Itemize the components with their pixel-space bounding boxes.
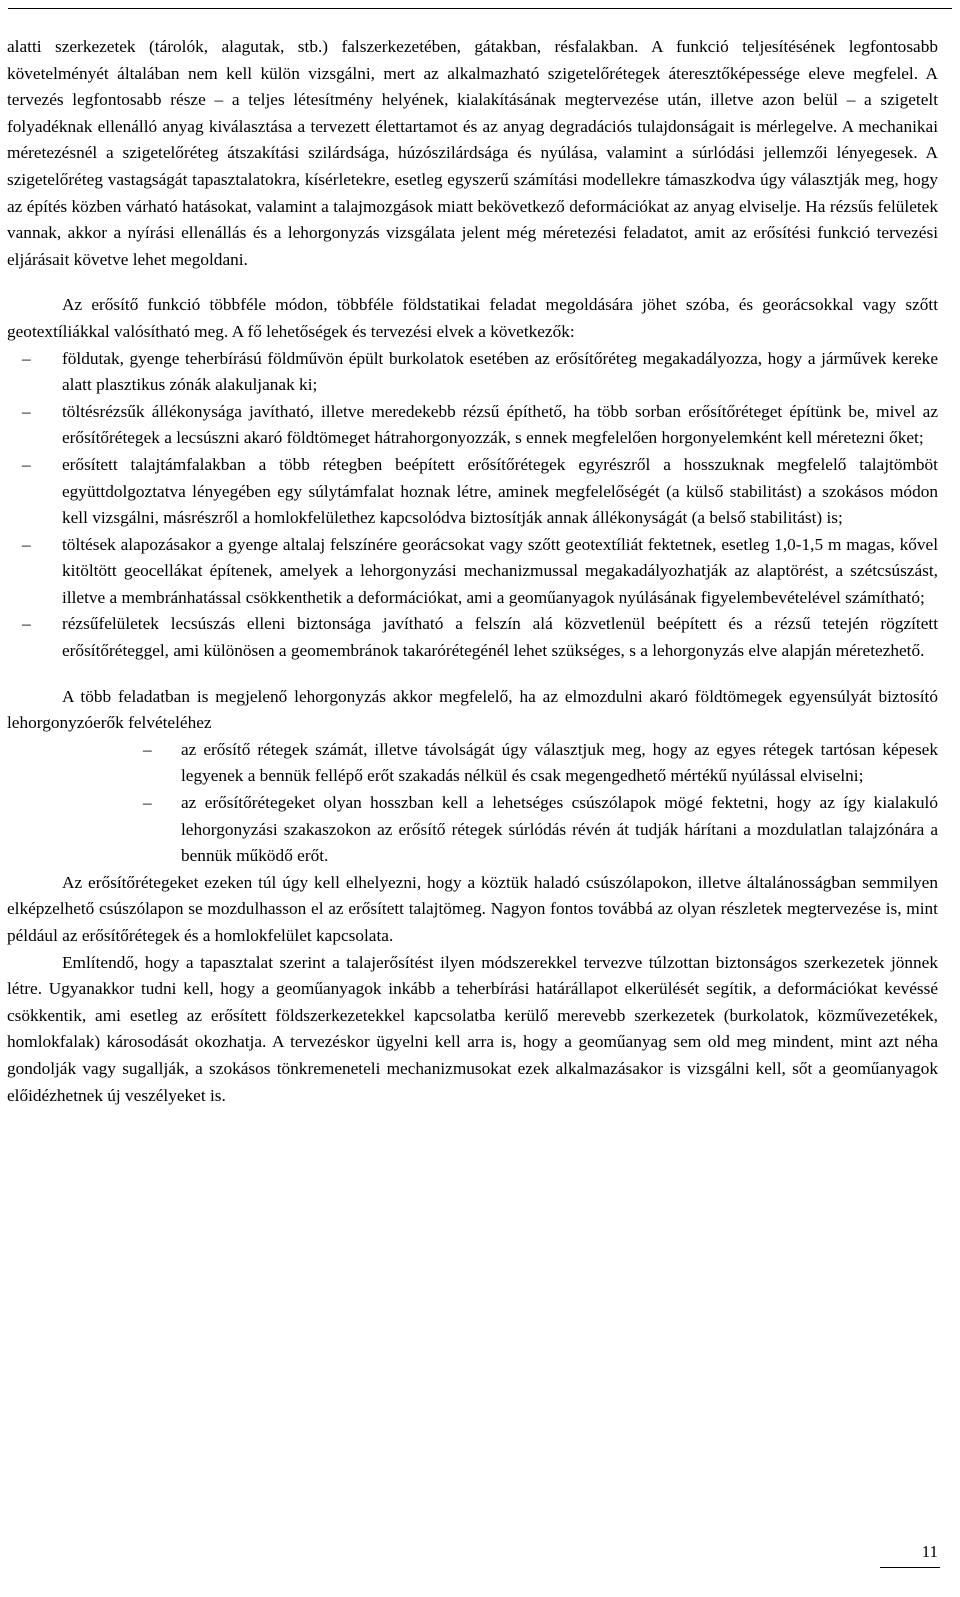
footer-rule [880, 1567, 940, 1568]
paragraph-2: Az erősítő funkció többféle módon, többféle földstatikai feladat megoldására jöhet szóba, és georácsokkal vagy szőtt geotextíliákkal valósítható meg. A fő lehetőségek és tervezési elvek a következők: [7, 295, 938, 341]
list-item: – erősített talajtámfalakban a több rétegben beépített erősítőrétegek egyrészről a hosszuknak megfelelő talajtömböt együttdolgoztatva lényegében egy súlytámfalat hoznak létre, aminek megfelelőségét (a külső stabilitást) a szokásos módon kell vizsgálni, másrészről a homlokfelülethez kapcsolódva biztosítják annak állékonyságát (a belső stabilitást) is; [62, 452, 938, 532]
list-item: – az erősítő rétegek számát, illetve távolságát úgy választjuk meg, hogy az egyes rétegek tartósan képesek legyenek a bennük fellépő erőt szakadás nélkül és csak megengedhető mértékű nyúlással elviselni; [181, 737, 938, 790]
dash-bullet-icon: – [22, 401, 31, 421]
paragraph-1: alatti szerkezetek (tárolók, alagutak, stb.) falszerkezetében, gátakban, résfalakban. A funkció teljesítésének legfontosabb követelményét általában nem kell külön vizsgálni, mert az alkalmazható szigetelőrétegek áteresztőképessége eleve megfelel. A tervezés legfontosabb része – a teljes létesítmény helyének, kialakításának megtervezése után, illetve azon belül – a szigetelt folyadéknak ellenálló anyag kiválasztása a tervezett élettartamot és az anyag degradációs tulajdonságait is mérlegelve. A mechanikai méretezésnél a szigetelőréteg átszakítási szilárdsága, húzószilárdsága és nyúlása, valamint a súrlódási jellemzői lényegesek. A szigetelőréteg vastagságát tapasztalatokra, kísérletekre, esetleg egyszerű számítási modellekre támaszkodva úgy választják meg, hogy az építés közben várható hatásokat, valamint a talajmozgások miatt bekövetkező deformációkat az anyag elviselje. Ha rézsűs felületek vannak, akkor a nyírási ellenállás és a lehorgonyzás vizsgálata jelent még méretezési feladatot, amit az erősítési funkció tervezési eljárásait követve lehet megoldani. [7, 37, 938, 269]
paragraph-5: Említendő, hogy a tapasztalat szerint a talajerősítést ilyen módszerekkel tervezve túlzottan biztonságos szerkezetek jönnek létre. Ugyanakkor tudni kell, hogy a geoműanyagok inkább a teherbírási határállapot elkerülését segítik, a deformációkat kevéssé csökkentik, ami esetleg az erősített földszerkezetekkel kapcsolatba kerülő merevebb szerkezetek (burkolatok, közművezetékek, homlokfalak) károsodását okozhatja. A tervezéskor ügyelni kell arra is, hogy a geoműanyag sem old meg mindent, mint azt néha gondolják vagy sugallják, a szokásos tönkremeneteli mechanizmusokat ezek alkalmazásakor is vizsgálni kell, sőt a geoműanyagok előidézhetnek új veszélyeket is. [7, 952, 938, 1105]
anchoring-conditions-list [7, 737, 938, 870]
document-body [7, 34, 938, 1109]
list-item: – töltésrézsűk állékonysága javítható, illetve meredekebb rézsű építhető, ha több sorban erősítőréteget építünk be, mivel az erősítőrétegek a lecsúszni akaró földtömeget hátrahorgonyozzák, s ennek megfelelően horgonyelemként kell méretezni őket; [62, 399, 938, 452]
dash-bullet-icon: – [143, 793, 152, 813]
dash-bullet-icon: – [22, 348, 31, 368]
list-item: – az erősítőrétegeket olyan hosszban kell a lehetséges csúszólapok mögé fektetni, hogy az így kialakuló lehorgonyzási szakaszokon az erősítő rétegek súrlódás révén át tudják hárítani a mozdulatlan talajzónára a bennük működő erőt. [181, 790, 938, 870]
list-item: – rézsűfelületek lecsúszás elleni biztonsága javítható a felszín alá közvetlenül beépített és a rézsű tetején rögzített erősítőréteggel, ami különösen a geomembránok takarórétegénél lehet szükséges, s a lehorgonyzás elve alapján méretezhető. [62, 611, 938, 664]
page-number: 11 [921, 1542, 938, 1561]
header-rule [8, 8, 952, 9]
dash-bullet-icon: – [22, 534, 31, 554]
dash-bullet-icon: – [143, 739, 152, 759]
dash-bullet-icon: – [22, 614, 31, 634]
reinforcement-options-list [7, 346, 938, 665]
list-item: – földutak, gyenge teherbírású földművön épült burkolatok esetében az erősítőréteg megakadályozza, hogy a járművek kereke alatt plasztikus zónák alakuljanak ki; [62, 346, 938, 399]
paragraph-3: A több feladatban is megjelenő lehorgonyzás akkor megfelelő, ha az elmozdulni akaró földtömegek egyensúlyát biztosító lehorgonyzóerők felvételéhez [7, 686, 938, 733]
dash-bullet-icon: – [22, 454, 31, 474]
list-item: – töltések alapozásakor a gyenge altalaj felszínére georácsokat vagy szőtt geotextíliát fektetnek, esetleg 1,0-1,5 m magas, kővel kitöltött geocellákat építenek, amelyek a lehorgonyzási mechanizmussal megakadályozhatják az alaptörést, a szétcsúszást, illetve a membránhatással csökkenthetik a deformációkat, ami a geoműanyagok nyúlásának figyelembevételével számítható; [62, 532, 938, 612]
paragraph-4: Az erősítőrétegeket ezeken túl úgy kell elhelyezni, hogy a köztük haladó csúszólapokon, illetve általánosságban semmilyen elképzelhető csúszólapon se mozdulhasson el az erősített talajtömeg. Nagyon fontos továbbá az olyan részletek megtervezése is, mint például az erősítőrétegek és a homlokfelület kapcsolata. [7, 872, 938, 945]
